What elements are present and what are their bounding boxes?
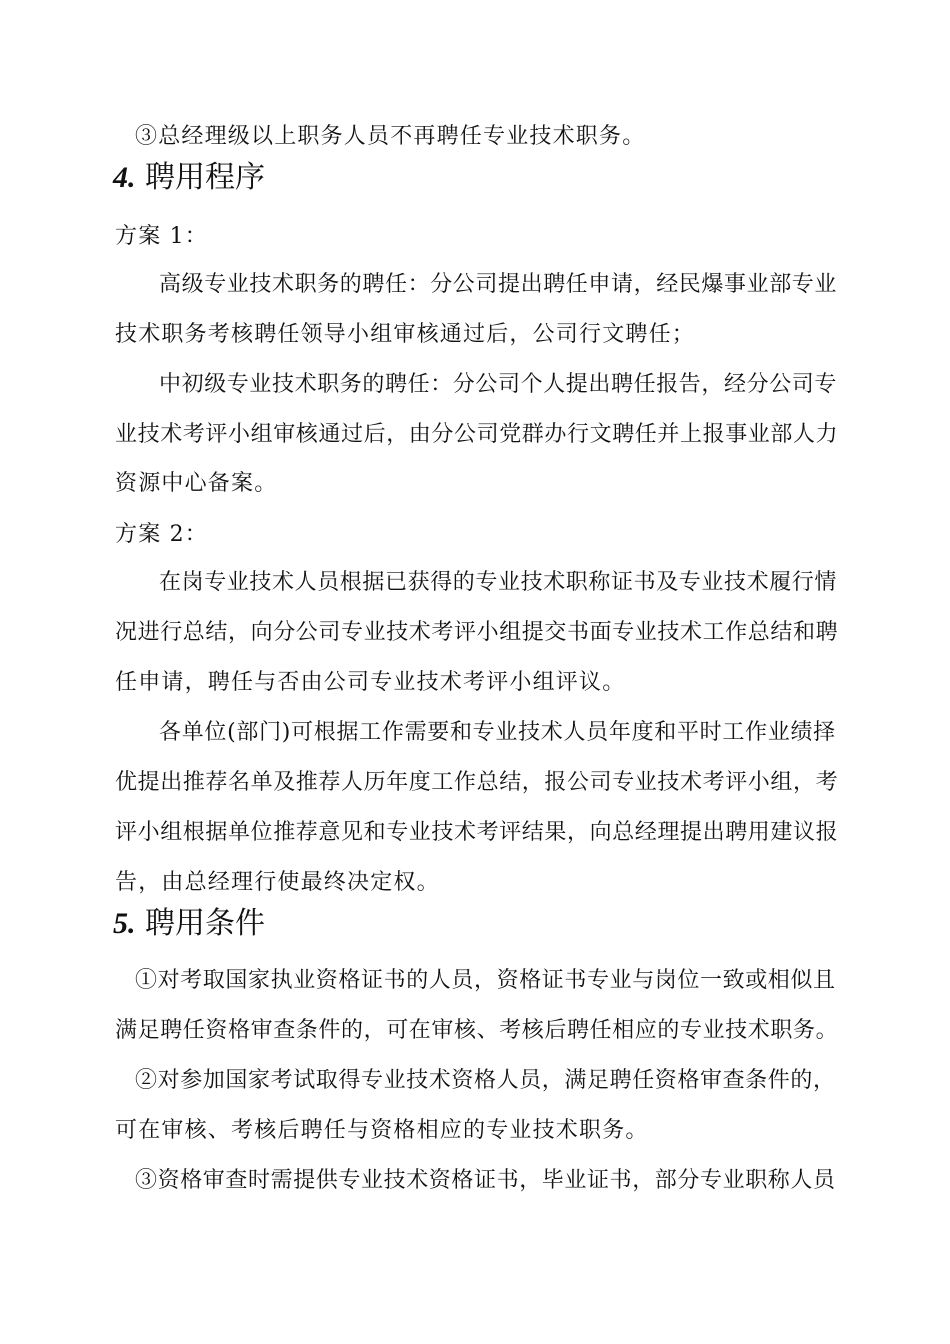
paragraph-line: 满足聘任资格审查条件的，可在审核、考核后聘任相应的专业技术职务。: [115, 1018, 839, 1043]
paragraph-line: 在岗专业技术人员根据已获得的专业技术职称证书及专业技术履行情: [159, 570, 838, 595]
plan-label: 方案 2：: [115, 522, 208, 547]
section-number: 4.: [113, 161, 136, 194]
section-heading-4: [113, 158, 265, 198]
paragraph-line: ③总经理级以上职务人员不再聘任专业技术职务。: [135, 124, 646, 149]
paragraph-line: 告，由总经理行使最终决定权。: [115, 870, 440, 895]
paragraph-line: 评小组根据单位推荐意见和专业技术考评结果，向总经理提出聘用建议报: [115, 820, 839, 845]
paragraph-line: 各单位(部门)可根据工作需要和专业技术人员年度和平时工作业绩择: [159, 720, 836, 745]
paragraph-line: ①对考取国家执业资格证书的人员，资格证书专业与岗位一致或相似且: [135, 968, 836, 993]
paragraph-line: 高级专业技术职务的聘任：分公司提出聘任申请，经民爆事业部专业: [159, 272, 838, 297]
paragraph-line: 资源中心备案。: [115, 471, 278, 496]
paragraph-line: 优提出推荐名单及推荐人历年度工作总结，报公司专业技术考评小组，考: [115, 770, 839, 795]
paragraph-line: 可在审核、考核后聘任与资格相应的专业技术职务。: [115, 1118, 649, 1143]
plan-label: 方案 1：: [115, 224, 208, 249]
paragraph-line: 技术职务考核聘任领导小组审核通过后，公司行文聘任；: [115, 322, 696, 347]
paragraph-line: 任申请，聘任与否由公司专业技术考评小组评议。: [115, 670, 626, 695]
paragraph-line: ②对参加国家考试取得专业技术资格人员，满足聘任资格审查条件的，: [135, 1068, 836, 1093]
paragraph-line: ③资格审查时需提供专业技术资格证书，毕业证书，部分专业职称人员: [135, 1168, 836, 1193]
paragraph-line: 业技术考评小组审核通过后，由分公司党群办行文聘任并上报事业部人力: [115, 422, 839, 447]
section-title: 聘用程序: [135, 160, 266, 195]
section-number: 5.: [113, 907, 136, 940]
paragraph-line: 况进行总结，向分公司专业技术考评小组提交书面专业技术工作总结和聘: [115, 620, 839, 645]
section-title: 聘用条件: [135, 906, 266, 941]
paragraph-line: 中初级专业技术职务的聘任：分公司个人提出聘任报告，经分公司专: [159, 372, 838, 397]
section-heading-5: [113, 904, 265, 944]
